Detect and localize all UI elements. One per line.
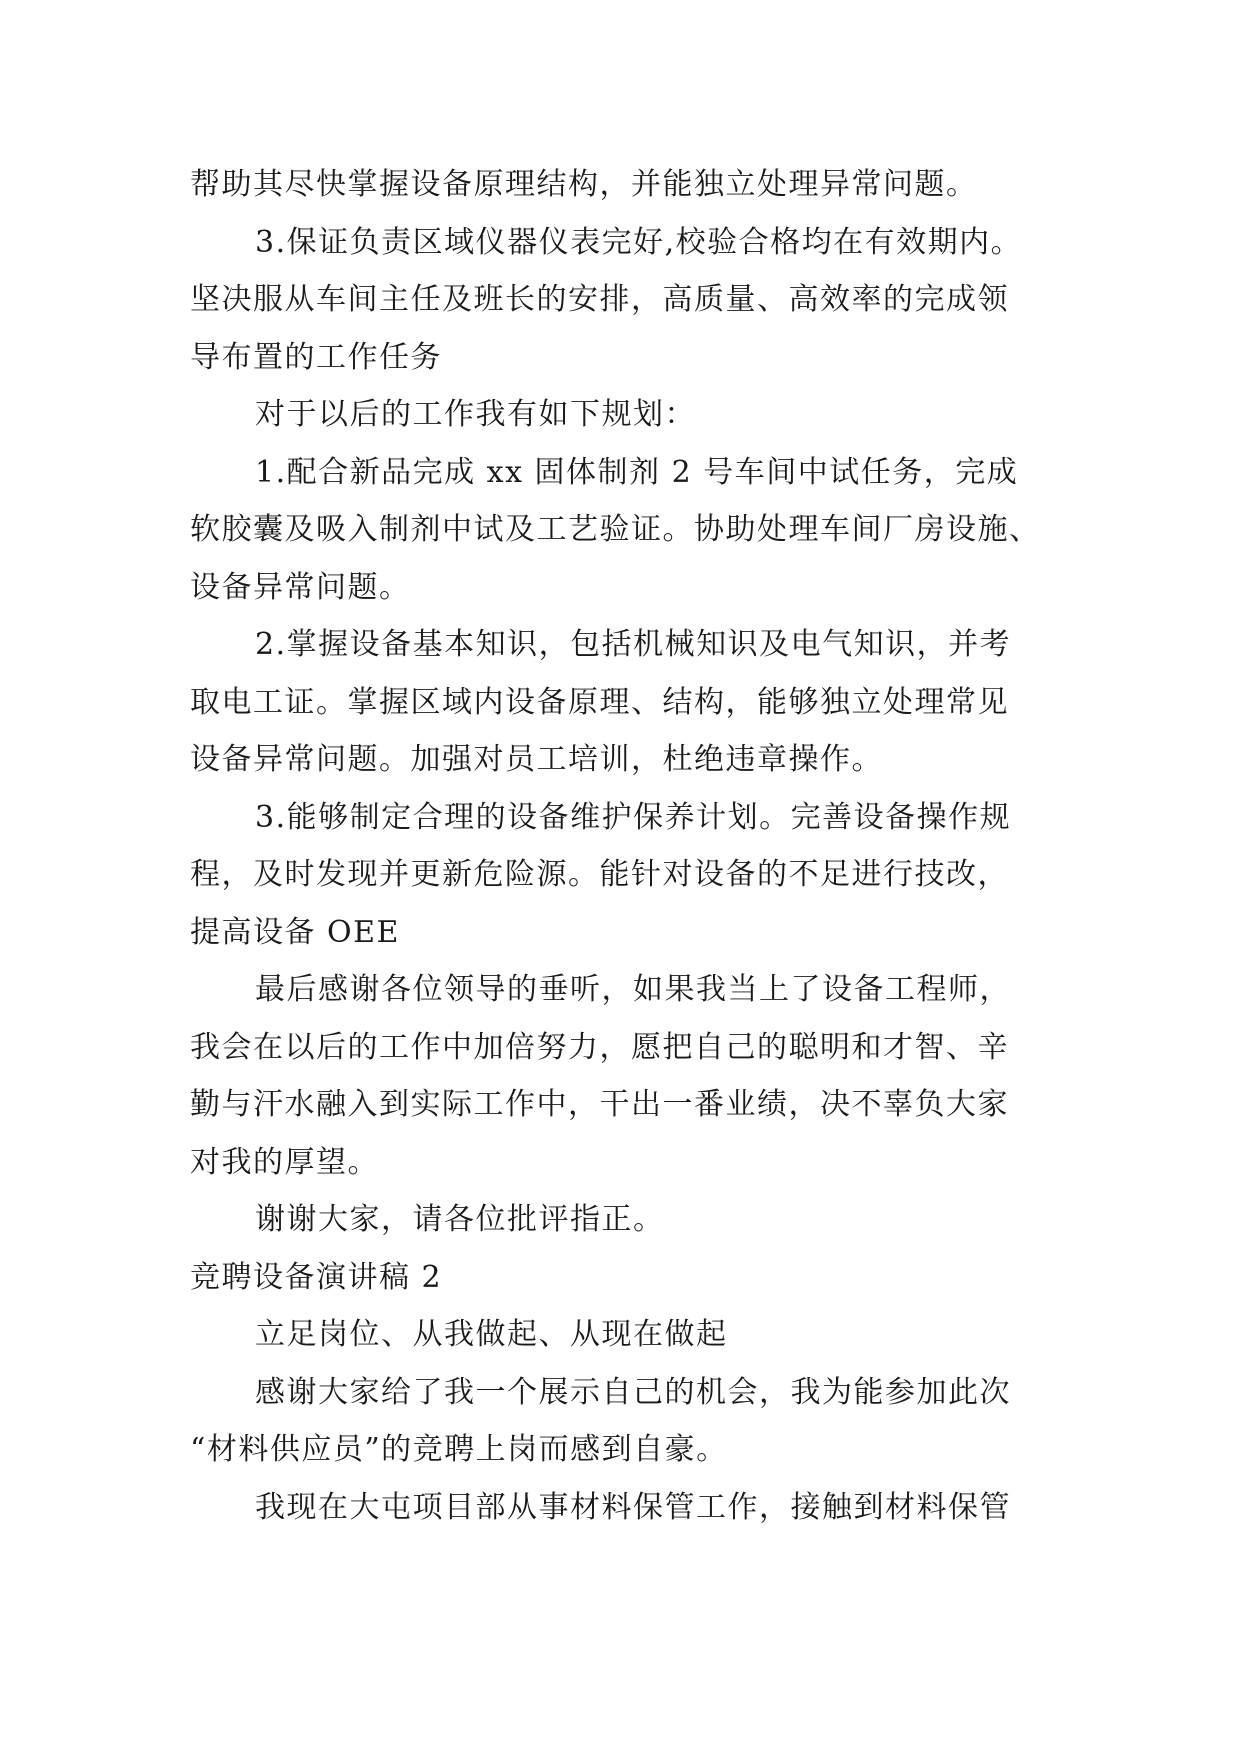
- text-line: 我现在大屯项目部从事材料保管工作，接触到材料保管: [255, 1489, 1011, 1525]
- paragraph: [190, 386, 1150, 444]
- paragraph: [190, 1479, 1150, 1537]
- paragraph: [190, 616, 1150, 789]
- paragraph: [190, 961, 1150, 1191]
- text-line: 我会在以后的工作中加倍努力，愿把自己的聪明和才智、辛: [190, 1029, 1009, 1065]
- text-line: 勤与汗水融入到实际工作中，干出一番业绩，决不辜负大家: [190, 1087, 1009, 1122]
- paragraph: [190, 1306, 1150, 1364]
- section-heading: [190, 1249, 1150, 1307]
- heading-text: 竞聘设备演讲稿 2: [190, 1259, 443, 1295]
- text-line: “材料供应员”的竞聘上岗而感到自豪。: [190, 1432, 728, 1467]
- text-line: 2.掌握设备基本知识，包括机械知识及电气知识，并考: [255, 627, 1012, 662]
- text-line: 帮助其尽快掌握设备原理结构，并能独立处理异常问题。: [190, 167, 978, 202]
- paragraph: [190, 789, 1150, 962]
- paragraph: [190, 1191, 1150, 1249]
- document-body: [190, 156, 1150, 1536]
- text-line: 谢谢大家，请各位批评指正。: [255, 1202, 665, 1237]
- text-line: 最后感谢各位领导的垂听，如果我当上了设备工程师，: [255, 972, 1011, 1007]
- text-line: 立足岗位、从我做起、从现在做起: [255, 1317, 728, 1352]
- text-line: 对于以后的工作我有如下规划：: [255, 397, 696, 432]
- text-line: 程，及时发现并更新危险源。能针对设备的不足进行技改，: [190, 857, 1009, 892]
- text-line: 3.保证负责区域仪器仪表完好,校验合格均在有效期内。: [255, 224, 1023, 260]
- text-line: 感谢大家给了我一个展示自己的机会，我为能参加此次: [255, 1374, 1011, 1410]
- paragraph: [190, 444, 1150, 617]
- paragraph-continuation: [190, 156, 1150, 214]
- text-line: 提高设备 OEE: [190, 914, 400, 950]
- text-line: 设备异常问题。: [190, 569, 411, 605]
- text-line: 软胶囊及吸入制剂中试及工艺验证。协助处理车间厂房设施、: [190, 512, 1041, 547]
- text-line: 设备异常问题。加强对员工培训，杜绝违章操作。: [190, 742, 883, 777]
- text-line: 坚决服从车间主任及班长的安排，高质量、高效率的完成领: [190, 282, 1009, 317]
- text-line: 取电工证。掌握区域内设备原理、结构，能够独立处理常见: [190, 684, 1009, 720]
- text-line: 1.配合新品完成 xx 固体制剂 2 号车间中试任务，完成: [255, 454, 1019, 490]
- text-line: 对我的厚望。: [190, 1144, 379, 1180]
- paragraph: [190, 1364, 1150, 1479]
- text-line: 3.能够制定合理的设备维护保养计划。完善设备操作规: [255, 799, 1012, 835]
- text-line: 导布置的工作任务: [190, 339, 442, 375]
- paragraph: [190, 214, 1150, 387]
